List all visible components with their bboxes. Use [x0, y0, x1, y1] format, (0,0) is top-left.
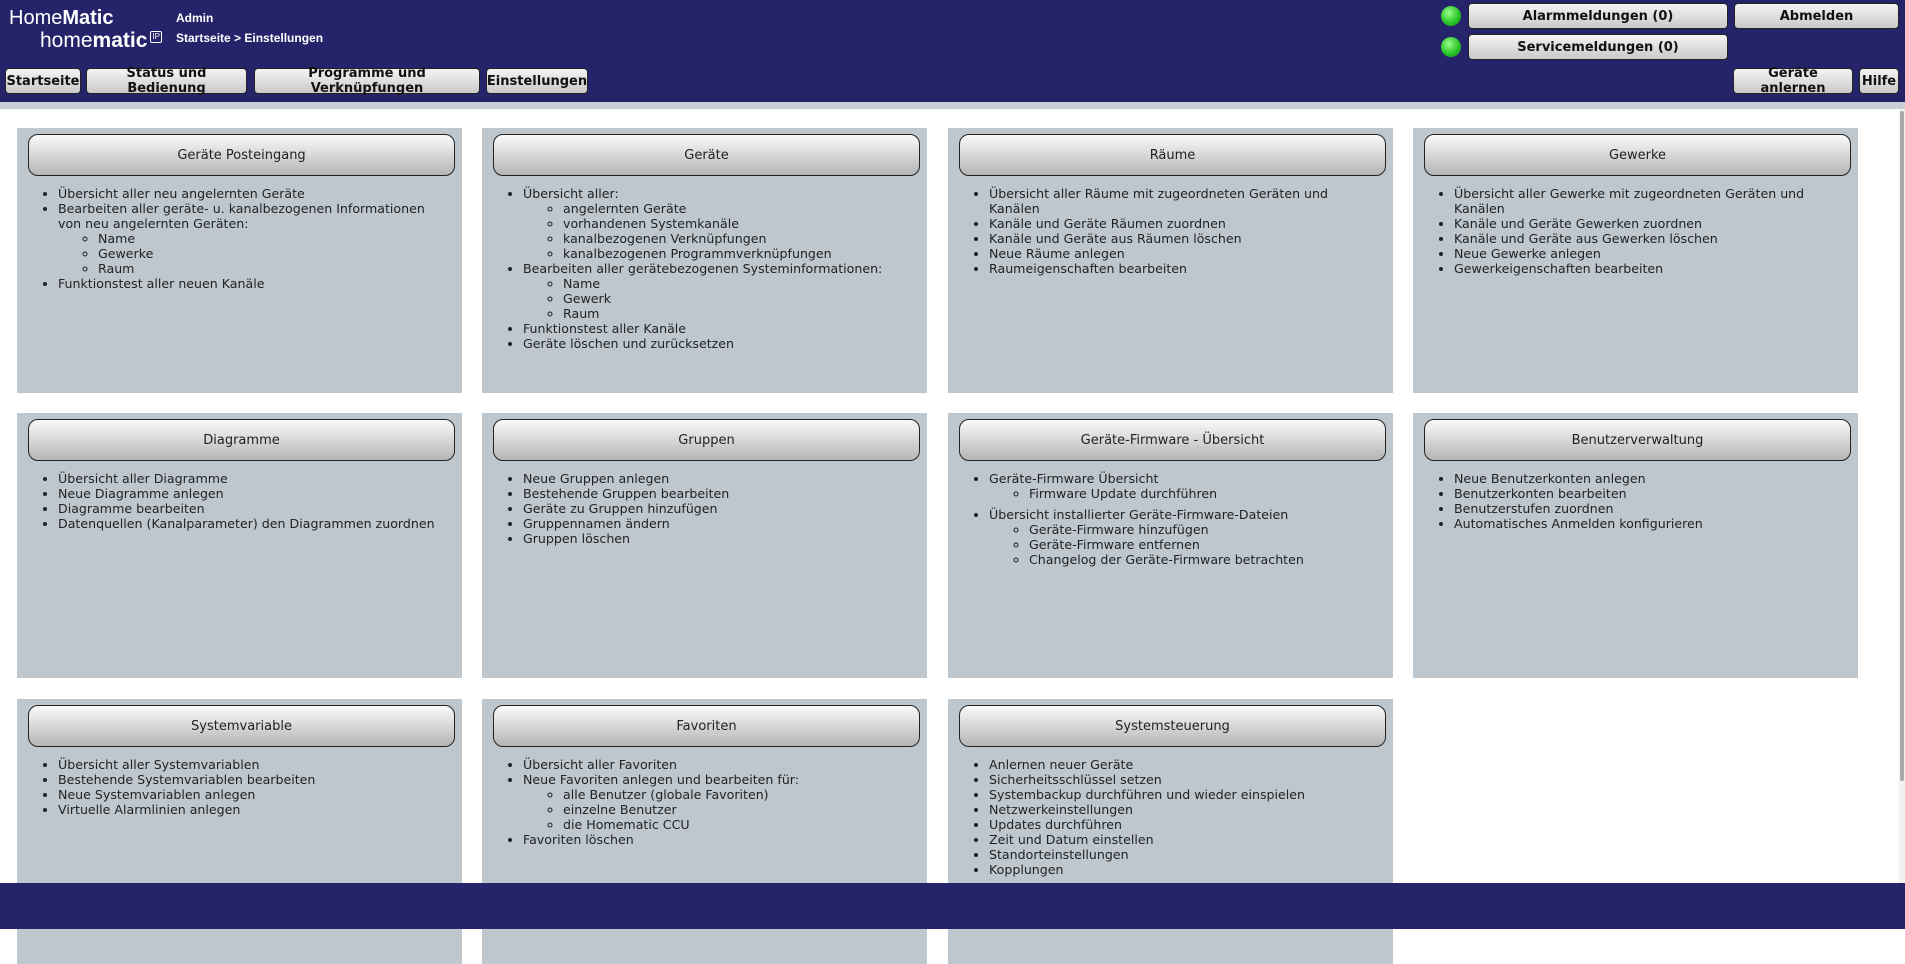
- list-item-text: Kanäle und Geräte aus Gewerken löschen: [1454, 231, 1718, 246]
- nav-status-und-bedienung[interactable]: Status und Bedienung: [86, 68, 247, 94]
- list-item: [989, 261, 1379, 276]
- list-item: [989, 817, 1379, 832]
- list-item: [1454, 516, 1844, 531]
- systemsteuerung-button[interactable]: Systemsteuerung: [959, 705, 1386, 747]
- list-item: [1454, 231, 1844, 246]
- feature-list: [948, 757, 1379, 877]
- feature-list: [948, 471, 1379, 567]
- list-item-text: Geräte löschen und zurücksetzen: [523, 336, 735, 351]
- list-item: [989, 231, 1379, 246]
- service-status-led-icon: [1441, 37, 1461, 57]
- list-item-text: Gruppen löschen: [523, 531, 631, 546]
- list-item: [523, 501, 913, 516]
- list-item-text: Datenquellen (Kanalparameter) den Diagrammen zuordnen: [58, 516, 435, 531]
- list-item-text: Kanäle und Geräte Gewerken zuordnen: [1454, 216, 1703, 231]
- geraete-posteingang-button[interactable]: Geräte Posteingang: [28, 134, 455, 176]
- sub-list: [989, 486, 1379, 501]
- list-item-text: Automatisches Anmelden konfigurieren: [1454, 516, 1703, 531]
- list-item: [1454, 486, 1844, 501]
- feature-list: [17, 757, 448, 817]
- list-item-text: Bearbeiten aller geräte- u. kanalbezogenen Informationen von neu angelernten Geräten:: [58, 201, 425, 231]
- settings-card-benutzerverwaltung: [1413, 413, 1858, 678]
- list-item: [989, 802, 1379, 817]
- list-item: [989, 757, 1379, 772]
- list-item-text: Neue Systemvariablen anlegen: [58, 787, 256, 802]
- list-item: [523, 261, 913, 321]
- sub-list-item: ◦ Gewerke: [98, 246, 448, 261]
- list-item-text: Benutzerkonten bearbeiten: [1454, 486, 1627, 501]
- list-item-text: Kanäle und Geräte Räumen zuordnen: [989, 216, 1226, 231]
- nav-startseite[interactable]: Startseite: [5, 68, 81, 94]
- list-item-text: Neue Benutzerkonten anlegen: [1454, 471, 1646, 486]
- feature-list: [482, 471, 913, 546]
- ip-badge: IP: [152, 32, 160, 41]
- list-item: [989, 847, 1379, 862]
- list-item-text: Updates durchführen: [989, 817, 1122, 832]
- list-item: [989, 216, 1379, 231]
- header-bar: [0, 0, 1905, 102]
- list-item-text: Übersicht aller:: [523, 186, 619, 201]
- list-item-text: Neue Diagramme anlegen: [58, 486, 224, 501]
- alarm-messages-button[interactable]: Alarmmeldungen (0): [1468, 3, 1728, 29]
- list-item: [58, 772, 448, 787]
- sub-list-item: ◦ die Homematic CCU: [563, 817, 913, 832]
- list-item: [989, 787, 1379, 802]
- list-item: [989, 832, 1379, 847]
- sub-list-item: ◦ Firmware Update durchführen: [1029, 486, 1379, 501]
- list-item-text: Gruppennamen ändern: [523, 516, 670, 531]
- list-item: [1454, 186, 1844, 216]
- list-item: [1454, 261, 1844, 276]
- list-item-text: Zeit und Datum einstellen: [989, 832, 1154, 847]
- sub-list-item: ◦ Geräte-Firmware hinzufügen: [1029, 522, 1379, 537]
- list-item-text: Benutzerstufen zuordnen: [1454, 501, 1614, 516]
- list-item: [523, 531, 913, 546]
- sub-list-item: ◦ kanalbezogenen Verknüpfungen: [563, 231, 913, 246]
- list-item: [989, 246, 1379, 261]
- feature-list: [948, 186, 1379, 276]
- list-item-text: Virtuelle Alarmlinien anlegen: [58, 802, 241, 817]
- sub-list-item: ◦ angelernten Geräte: [563, 201, 913, 216]
- list-item-text: Funktionstest aller Kanäle: [523, 321, 687, 336]
- list-item-text: Systembackup durchführen und wieder einspielen: [989, 787, 1305, 802]
- geraete-button[interactable]: Geräte: [493, 134, 920, 176]
- scrollbar-thumb[interactable]: [1900, 111, 1904, 781]
- sub-list-item: ◦ Geräte-Firmware entfernen: [1029, 537, 1379, 552]
- list-item: [523, 516, 913, 531]
- list-item: [523, 832, 913, 847]
- list-item-text: Funktionstest aller neuen Kanäle: [58, 276, 265, 291]
- list-item: [523, 757, 913, 772]
- vertical-scrollbar[interactable]: [1899, 109, 1905, 883]
- list-item-text: Übersicht aller Gewerke mit zugeordneten Geräten und Kanälen: [1454, 186, 1805, 216]
- list-item: [989, 772, 1379, 787]
- list-item-text: Kanäle und Geräte aus Räumen löschen: [989, 231, 1242, 246]
- list-item: [1454, 216, 1844, 231]
- sub-list: [989, 522, 1379, 567]
- gewerke-button[interactable]: Gewerke: [1424, 134, 1851, 176]
- sub-list-item: ◦ Gewerk: [563, 291, 913, 306]
- geraete-firmware-uebersicht-button[interactable]: Geräte-Firmware - Übersicht: [959, 419, 1386, 461]
- logout-button[interactable]: Abmelden: [1734, 3, 1899, 29]
- list-item-text: Gewerkeigenschaften bearbeiten: [1454, 261, 1664, 276]
- list-item: [523, 772, 913, 832]
- list-item-text: Übersicht aller Favoriten: [523, 757, 677, 772]
- nav-einstellungen[interactable]: Einstellungen: [486, 68, 588, 94]
- list-item: [523, 321, 913, 336]
- sub-list-item: ◦ kanalbezogenen Programmverknüpfungen: [563, 246, 913, 261]
- favoriten-button[interactable]: Favoriten: [493, 705, 920, 747]
- list-item: [989, 186, 1379, 216]
- list-item: [523, 186, 913, 261]
- current-user: Admin: [176, 11, 214, 25]
- list-item-text: Anlernen neuer Geräte: [989, 757, 1134, 772]
- settings-card-diagramme: [17, 413, 462, 678]
- list-item: [58, 471, 448, 486]
- list-item-text: Standorteinstellungen: [989, 847, 1129, 862]
- sub-list-item: ◦ Raum: [98, 261, 448, 276]
- list-item-text: Neue Gewerke anlegen: [1454, 246, 1601, 261]
- sub-list-item: ◦ Changelog der Geräte-Firmware betrachten: [1029, 552, 1379, 567]
- settings-card-raeume: [948, 128, 1393, 393]
- list-item-text: Neue Räume anlegen: [989, 246, 1125, 261]
- alarm-status-led-icon: [1441, 6, 1461, 26]
- nav-programme-und-verknuepfungen[interactable]: Programme und Verknüpfungen: [254, 68, 480, 94]
- logo-text-bold: matic: [92, 29, 148, 52]
- breadcrumb: Startseite > Einstellungen: [176, 31, 324, 45]
- sub-list-item: ◦ alle Benutzer (globale Favoriten): [563, 787, 913, 802]
- settings-card-geraete: [482, 128, 927, 393]
- list-item: [523, 471, 913, 486]
- feature-list: [17, 186, 448, 291]
- benutzerverwaltung-button[interactable]: Benutzerverwaltung: [1424, 419, 1851, 461]
- settings-card-geraete-firmware-uebersicht: [948, 413, 1393, 678]
- list-item: [989, 507, 1379, 567]
- list-item-text: Übersicht aller neu angelernten Geräte: [58, 186, 305, 201]
- feature-list: [482, 186, 913, 351]
- list-item-text: Netzwerkeinstellungen: [989, 802, 1133, 817]
- sub-list: [523, 787, 913, 832]
- sub-list: [58, 231, 448, 276]
- sub-list-item: ◦ vorhandenen Systemkanäle: [563, 216, 913, 231]
- list-item: [58, 757, 448, 772]
- list-item: [1454, 501, 1844, 516]
- list-item-text: Favoriten löschen: [523, 832, 634, 847]
- systemvariable-button[interactable]: Systemvariable: [28, 705, 455, 747]
- help-button[interactable]: Hilfe: [1859, 68, 1899, 94]
- list-item-text: Neue Gruppen anlegen: [523, 471, 670, 486]
- sub-list-item: ◦ Name: [563, 276, 913, 291]
- list-item: [523, 486, 913, 501]
- list-item-text: Kopplungen: [989, 862, 1064, 877]
- list-item: [58, 516, 448, 531]
- diagramme-button[interactable]: Diagramme: [28, 419, 455, 461]
- list-item: [58, 501, 448, 516]
- list-item: [1454, 246, 1844, 261]
- settings-card-gewerke: [1413, 128, 1858, 393]
- homematic-logo: [9, 7, 113, 30]
- list-item: [58, 787, 448, 802]
- footer-bar: [0, 883, 1905, 929]
- list-item: [1454, 471, 1844, 486]
- sub-list: [523, 201, 913, 261]
- logo-text: home: [40, 29, 93, 52]
- list-item: [58, 802, 448, 817]
- sub-list-item: ◦ Name: [98, 231, 448, 246]
- list-item: [58, 201, 448, 276]
- feature-list: [17, 471, 448, 531]
- list-item-text: Übersicht aller Diagramme: [58, 471, 228, 486]
- feature-list: [1413, 186, 1844, 276]
- list-item-text: Bestehende Systemvariablen bearbeiten: [58, 772, 316, 787]
- settings-card-gruppen: [482, 413, 927, 678]
- list-item-text: Übersicht aller Systemvariablen: [58, 757, 260, 772]
- list-item: [989, 471, 1379, 501]
- list-item-text: Raumeigenschaften bearbeiten: [989, 261, 1188, 276]
- feature-list: [482, 757, 913, 847]
- list-item-text: Diagramme bearbeiten: [58, 501, 205, 516]
- list-item-text: Übersicht aller Räume mit zugeordneten Geräten und Kanälen: [989, 186, 1329, 216]
- list-item-text: Geräte-Firmware Übersicht: [989, 471, 1159, 486]
- teach-in-devices-button[interactable]: Geräte anlernen: [1733, 68, 1853, 94]
- sub-list: [523, 276, 913, 321]
- settings-card-geraete-posteingang: [17, 128, 462, 393]
- list-item-text: Bestehende Gruppen bearbeiten: [523, 486, 730, 501]
- list-item-text: Sicherheitsschlüssel setzen: [989, 772, 1162, 787]
- service-messages-button[interactable]: Servicemeldungen (0): [1468, 34, 1728, 60]
- list-item: [58, 186, 448, 201]
- homematic-ip-logo: [40, 29, 162, 53]
- raeume-button[interactable]: Räume: [959, 134, 1386, 176]
- gruppen-button[interactable]: Gruppen: [493, 419, 920, 461]
- list-item-text: Übersicht installierter Geräte-Firmware-Dateien: [989, 507, 1289, 522]
- logo-text: Home: [9, 7, 63, 29]
- list-item: [989, 862, 1379, 877]
- feature-list: [1413, 471, 1844, 531]
- header-divider: [0, 102, 1905, 109]
- list-item-text: Geräte zu Gruppen hinzufügen: [523, 501, 718, 516]
- list-item: [58, 276, 448, 291]
- list-item-text: Bearbeiten aller gerätebezogenen Systeminformationen:: [523, 261, 883, 276]
- list-item: [523, 336, 913, 351]
- logo-text-bold: Matic: [62, 7, 114, 29]
- sub-list-item: ◦ Raum: [563, 306, 913, 321]
- sub-list-item: ◦ einzelne Benutzer: [563, 802, 913, 817]
- list-item-text: Neue Favoriten anlegen und bearbeiten für:: [523, 772, 800, 787]
- list-item: [58, 486, 448, 501]
